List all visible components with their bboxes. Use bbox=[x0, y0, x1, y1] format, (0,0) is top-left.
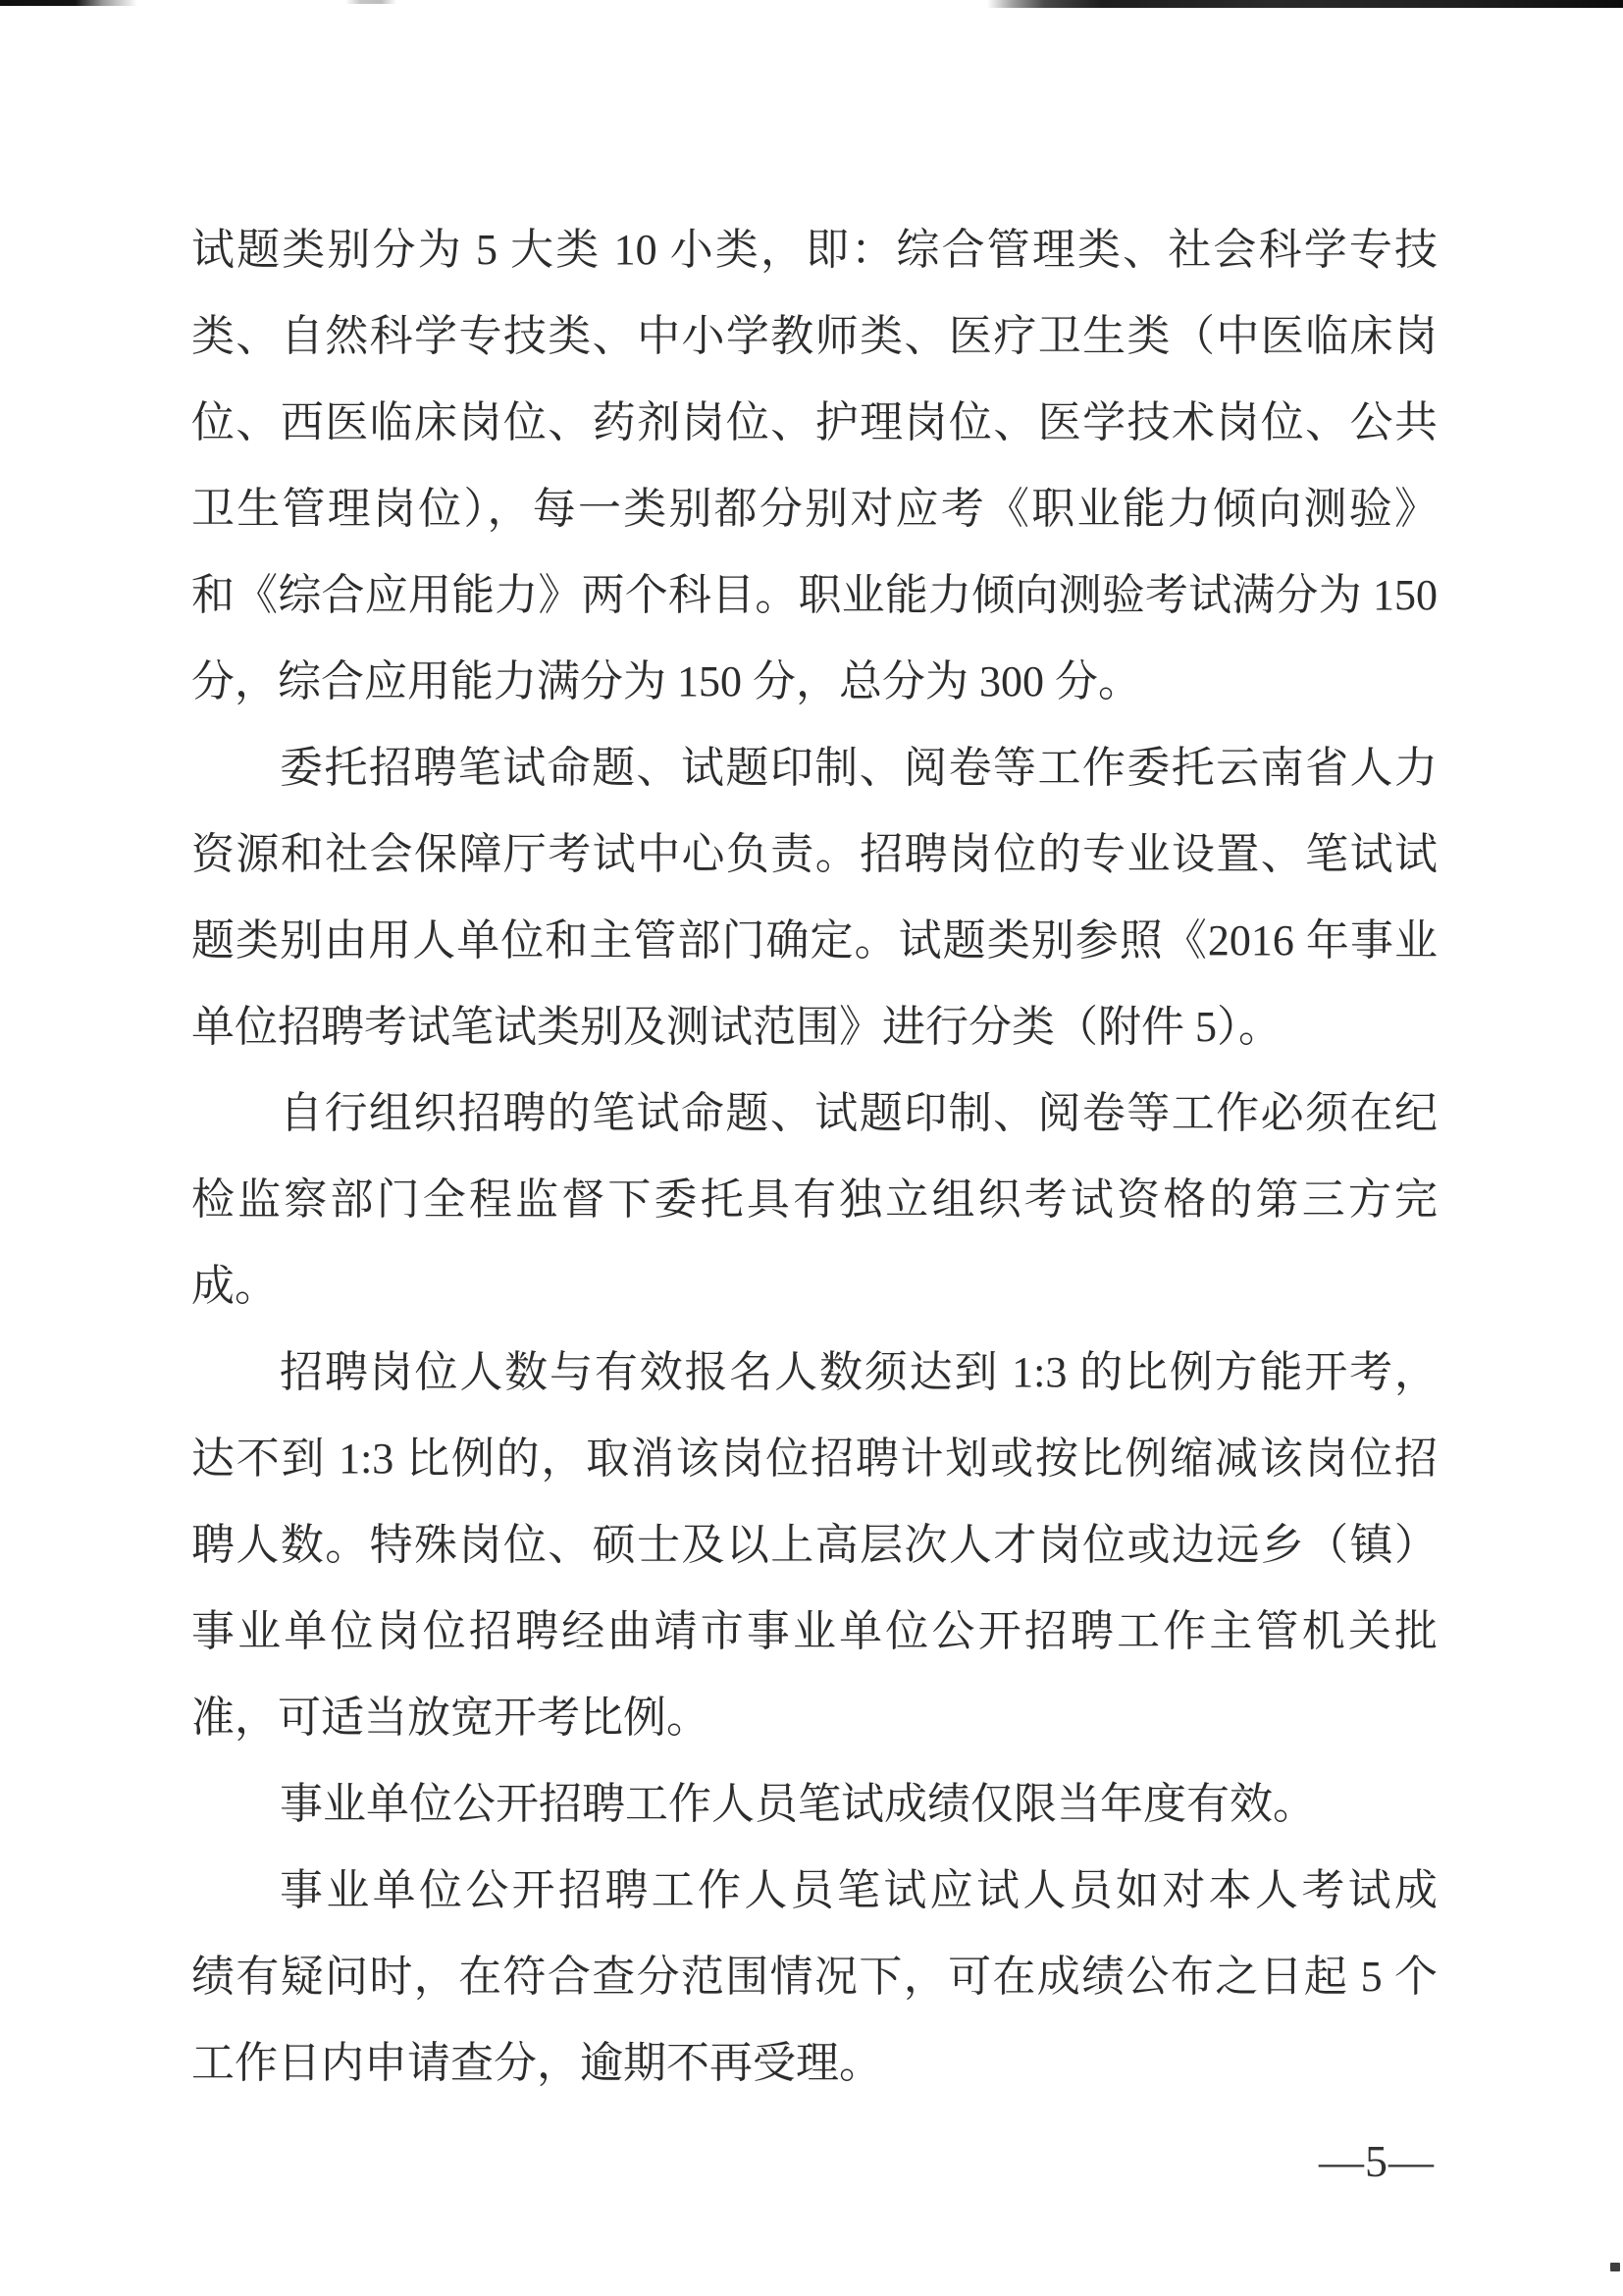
text-line: 单位招聘考试笔试类别及测试范围》进行分类（附件 5）。 bbox=[191, 1003, 1282, 1051]
text-line: 委托招聘笔试命题、试题印制、阅卷等工作委托云南省人力 bbox=[280, 744, 1438, 792]
scan-speck-bottom-right bbox=[1610, 2263, 1620, 2271]
text-line: 资源和社会保障厅考试中心负责。招聘岗位的专业设置、笔试试 bbox=[191, 830, 1438, 878]
text-line: 事业单位岗位招聘经曲靖市事业单位公开招聘工作主管机关批 bbox=[191, 1607, 1438, 1655]
text-line: 事业单位公开招聘工作人员笔试应试人员如对本人考试成 bbox=[280, 1866, 1438, 1914]
text-line: 工作日内申请查分，逾期不再受理。 bbox=[191, 2039, 882, 2087]
text-line: 达不到 1:3 比例的，取消该岗位招聘计划或按比例缩减该岗位招 bbox=[191, 1435, 1438, 1483]
document-text-body bbox=[191, 207, 1438, 2107]
text-line: 绩有疑问时，在符合查分范围情况下，可在成绩公布之日起 5 个 bbox=[191, 1953, 1438, 2001]
text-line: 成。 bbox=[191, 1262, 278, 1310]
scan-artifact-top-middle bbox=[345, 0, 396, 4]
text-line: 聘人数。特殊岗位、硕士及以上高层次人才岗位或边远乡（镇） bbox=[191, 1521, 1438, 1569]
text-line: 类、自然科学专技类、中小学教师类、医疗卫生类（中医临床岗 bbox=[191, 312, 1438, 360]
text-line: 分，综合应用能力满分为 150 分，总分为 300 分。 bbox=[191, 657, 1141, 705]
text-line: 检监察部门全程监督下委托具有独立组织考试资格的第三方完 bbox=[191, 1175, 1438, 1224]
text-line: 试题类别分为 5 大类 10 小类，即：综合管理类、社会科学专技 bbox=[191, 226, 1438, 274]
text-line: 题类别由用人单位和主管部门确定。试题类别参照《2016 年事业 bbox=[191, 916, 1438, 965]
text-line: 和《综合应用能力》两个科目。职业能力倾向测验考试满分为 150 bbox=[191, 571, 1438, 619]
text-line: 招聘岗位人数与有效报名人数须达到 1:3 的比例方能开考， bbox=[280, 1348, 1438, 1396]
text-line: 准，可适当放宽开考比例。 bbox=[191, 1694, 709, 1742]
text-line: 位、西医临床岗位、药剂岗位、护理岗位、医学技术岗位、公共 bbox=[191, 398, 1438, 446]
text-line: 卫生管理岗位），每一类别都分别对应考《职业能力倾向测验》 bbox=[191, 485, 1438, 533]
text-line: 自行组织招聘的笔试命题、试题印制、阅卷等工作必须在纪 bbox=[280, 1089, 1438, 1137]
scan-artifact-top-right bbox=[987, 0, 1623, 8]
scan-artifact-top-left bbox=[0, 0, 137, 6]
page-number: —5— bbox=[1319, 2136, 1435, 2186]
text-line: 事业单位公开招聘工作人员笔试成绩仅限当年度有效。 bbox=[280, 1780, 1316, 1828]
